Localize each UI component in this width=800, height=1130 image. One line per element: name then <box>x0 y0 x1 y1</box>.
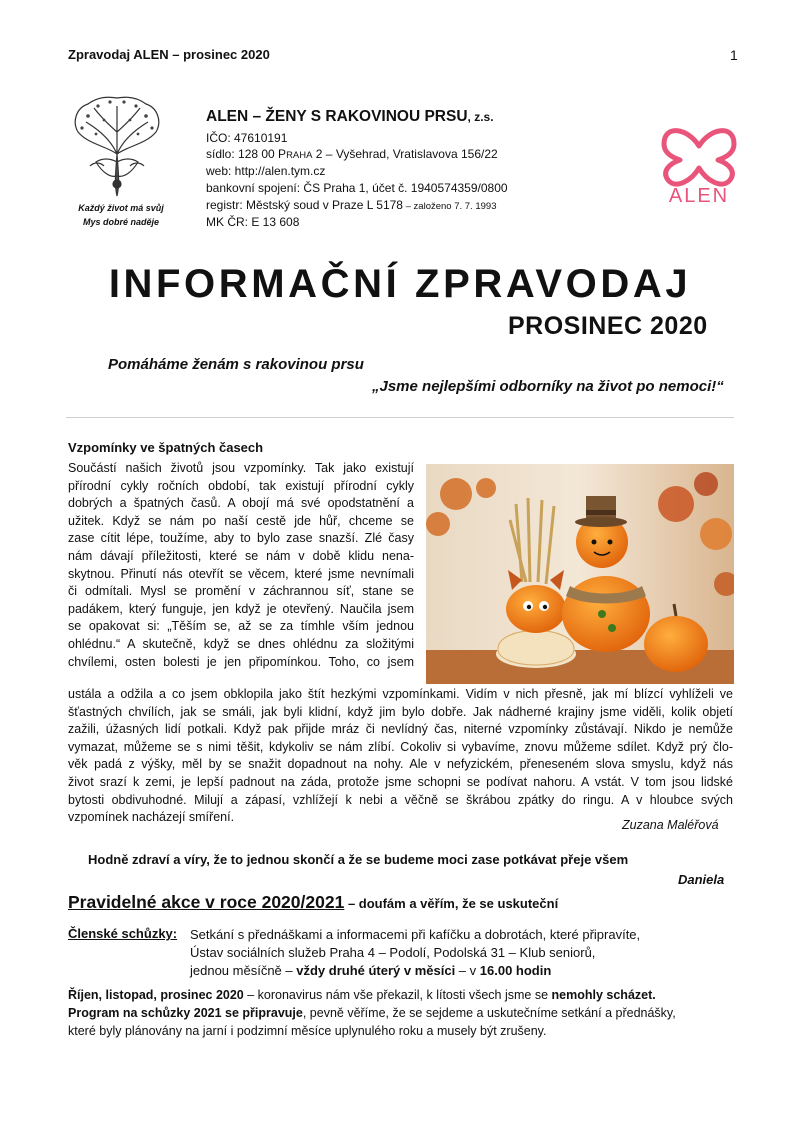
article-line: bytosti obdivuhodné. Milují a zápasí, vzhlížejí k nebi a věčně se škrábou zpátky do ringu. A v hloubce svých <box>68 792 733 807</box>
meeting-line: Setkání s přednáškami a informacemi při kafíčku a dobrotách, které připravíte, <box>190 927 641 942</box>
organization-suffix: , z.s. <box>467 110 494 124</box>
article-line: zase cítit lépe, toužíme, aby to bylo zase snazší. Zlé časy <box>68 531 414 546</box>
notice-line: které byly plánovány na jarní i podzimní měsíce uplynulého roku a musely být zrušeny. <box>68 1023 547 1038</box>
divider <box>66 417 734 418</box>
article-line: šťastných chvílích, jak se smáli, jak byli klidní, když jim bylo dobře. Jak nádherné krajiny jsme viděli, kolik objetí <box>68 704 733 719</box>
article-line: padákem, který funguje, jen když je otevřený. Naučila jsem <box>68 601 414 616</box>
pumpkins-photo <box>426 464 734 684</box>
tree-of-life-emblem <box>66 92 168 198</box>
meeting-line: Ústav sociálních služeb Praha 4 – Podolí, Podolská 31 – Klub seniorů, <box>190 945 596 960</box>
article-line: zažili, úžasných lidí potkali. Když pak přijde mráz či nevlídný čas, niterné vzpomínky zůstávají. Nikdo je nemůže <box>68 722 733 737</box>
alen-logo-text: ALEN <box>668 185 730 206</box>
article-line: vymazat, můžeme se s nimi těšit, kdykoliv se nám zlíbí. Cokoliv si vybavíme, znovu můžeme sdílet. Když prý člo- <box>68 739 733 754</box>
article-line: či odmítali. Mysl se promění v záchrannou síť, stane se <box>68 584 414 599</box>
article-text-narrow <box>68 460 414 671</box>
org-web: web: http://alen.tym.cz <box>206 164 326 178</box>
article-line: se opakovat si: „Těším se, až se za tímhle vším jednou <box>68 619 414 634</box>
article-line: Součástí našich životů jsou vzpomínky. Tak jako existují <box>68 461 414 475</box>
events-note: – doufám a věřím, že se uskuteční <box>344 896 559 911</box>
meeting-line: jednou měsíčně – vždy druhé úterý v měsíci – v 16.00 hodin <box>190 963 552 978</box>
article-line: věk padá z výšky, měl by se snažit dopadnout na nohy. Ale v nefyzickém, přeneseném slova smyslu, když nás <box>68 757 733 772</box>
article-author: Zuzana Maléřová <box>622 818 719 832</box>
article-line: skytnou. Přinutí nás otevřít se věcem, které jsme nevnímali <box>68 566 414 581</box>
org-ico: IČO: 47610191 <box>206 131 288 145</box>
org-registr: registr: Městský soud v Praze L 5178 – založeno 7. 7. 1993 <box>206 198 497 212</box>
article-line: život srazí k zemi, je lepší padnout na záda, protože jsme schopni se podívat nahoru. A vstát. V tom jsou lidské <box>68 774 733 789</box>
newsletter-header: Zpravodaj ALEN – prosinec 2020 <box>68 47 270 62</box>
page-number: 1 <box>730 47 738 63</box>
organization-name: ALEN – ŽENY S RAKOVINOU PRSU, z.s. <box>206 108 494 125</box>
article-line: užitek. Když se nám po naší cestě jde hůř, chceme se <box>68 513 414 528</box>
article-line: ustála a odžila a co jsem obklopila jako štít hezkými vzpomínkami. Vidím v nich přesně, jak mí blízcí vyhlíželi ve <box>68 687 733 701</box>
main-title: INFORMAČNÍ ZPRAVODAJ <box>108 262 692 306</box>
article-line: dobrých a špatných časů. A obojí má své opodstatnění a <box>68 496 414 511</box>
slogan-primary: Pomáháme ženám s rakovinou prsu <box>108 356 364 373</box>
org-address: sídlo: 128 00 PRAHA 2 – Vyšehrad, Vratislavova 156/22 <box>206 147 498 161</box>
notice-line: Program na schůzky 2021 se připravuje, pevně věříme, že se sejdeme a uskutečníme setkání a přednášky, <box>68 1005 676 1020</box>
member-meetings-details <box>190 926 640 980</box>
member-meetings-label: Členské schůzky: <box>68 926 178 941</box>
org-mk: MK ČR: E 13 608 <box>206 215 300 229</box>
emblem-motto-line-2: Mys dobré naděje <box>82 217 160 227</box>
program-notice <box>68 987 676 1040</box>
notice-line: Říjen, listopad, prosinec 2020 – koronavirus nám vše překazil, k lítosti všech jsme se nemohly scházet. <box>68 988 656 1002</box>
article-line: ohlédnu.“ A skutečně, když se dnes ohlédnu za složitými <box>68 636 414 651</box>
article-line: chvílemi, osten bolesti je jen připomínkou. Toho, co jsem <box>68 654 414 669</box>
greeting-signature: Daniela <box>678 872 725 887</box>
greeting: Hodně zdraví a víry, že to jednou skončí a že se budeme moci zase potkávat přeje všem <box>88 852 629 867</box>
alen-logo <box>658 106 740 206</box>
slogan-quote: „Jsme nejlepšími odborníky na život po nemoci!“ <box>372 378 724 395</box>
emblem-motto-line-1: Každý život má svůj <box>78 203 164 213</box>
article-heading: Vzpomínky ve špatných časech <box>68 440 264 455</box>
article-line: přírodní cykly ročních období, tak existují přírodní cykly <box>68 478 414 493</box>
org-bank: bankovní spojení: ČS Praha 1, účet č. 1940574359/0800 <box>206 181 508 195</box>
issue-title: PROSINEC 2020 <box>508 312 708 340</box>
article-text-wide <box>68 686 733 827</box>
article-line: vzpomínek nacházejí smíření. <box>68 810 235 825</box>
article-line: nám dávají příležitosti, které se nám v době klidu nena- <box>68 548 414 563</box>
events-heading: Pravidelné akce v roce 2020/2021 – doufám a věřím, že se uskuteční <box>68 892 559 912</box>
